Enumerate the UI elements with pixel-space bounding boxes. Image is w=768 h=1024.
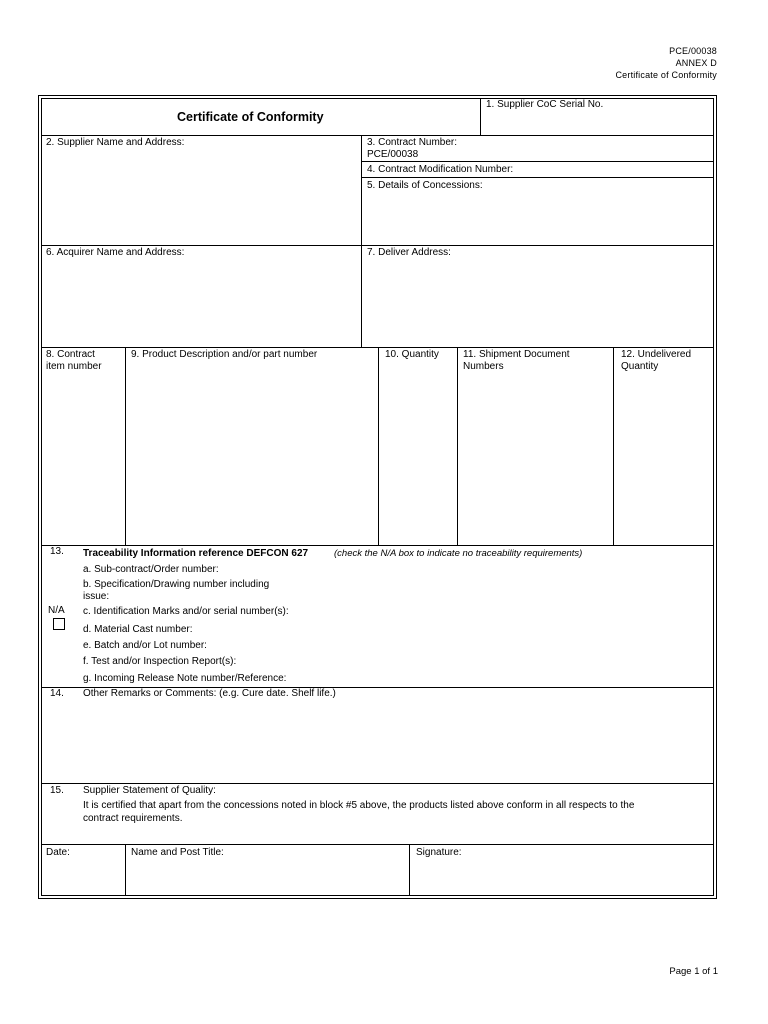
doc-title-header: Certificate of Conformity xyxy=(615,70,717,80)
rule-row6 xyxy=(41,783,714,784)
col-shipment-document-l1: 11. Shipment Document xyxy=(463,349,570,360)
field-details-of-concessions[interactable]: 5. Details of Concessions: xyxy=(367,180,483,191)
rule-v-c1 xyxy=(125,347,126,545)
quality-statement-text-1: It is certified that apart from the concessions noted in block #5 above, the products listed above conform in all respects to the xyxy=(83,800,635,811)
contract-number-value[interactable]: PCE/00038 xyxy=(367,149,419,160)
trace-item-a[interactable]: a. Sub-contract/Order number: xyxy=(83,564,219,575)
field-contract-modification-number[interactable]: 4. Contract Modification Number: xyxy=(367,164,514,175)
field-deliver-address[interactable]: 7. Deliver Address: xyxy=(367,247,451,258)
rule-f3 xyxy=(361,161,714,162)
form-title: Certificate of Conformity xyxy=(177,110,324,124)
quality-statement-title: Supplier Statement of Quality: xyxy=(83,785,216,796)
rule-v-sig1 xyxy=(125,844,126,895)
trace-item-b[interactable]: b. Specification/Drawing number including xyxy=(83,579,270,590)
rule-v-c3 xyxy=(457,347,458,545)
col-quantity: 10. Quantity xyxy=(385,349,439,360)
rule-row4 xyxy=(41,545,714,546)
doc-reference: PCE/00038 xyxy=(669,46,717,56)
na-label: N/A xyxy=(48,605,65,616)
rule-f4 xyxy=(361,177,714,178)
rule-row1 xyxy=(41,135,714,136)
section-13-number: 13. xyxy=(50,546,64,557)
trace-item-c[interactable]: c. Identification Marks and/or serial number(s): xyxy=(83,606,289,617)
trace-item-g[interactable]: g. Incoming Release Note number/Reference: xyxy=(83,673,287,684)
field-supplier-name-address[interactable]: 2. Supplier Name and Address: xyxy=(46,137,185,148)
section-15-number: 15. xyxy=(50,785,64,796)
rule-v-sig2 xyxy=(409,844,410,895)
traceability-note: (check the N/A box to indicate no traceability requirements) xyxy=(334,548,583,559)
traceability-title: Traceability Information reference DEFCON 627 xyxy=(83,548,309,559)
rule-row2 xyxy=(41,245,714,246)
field-name-post-title[interactable]: Name and Post Title: xyxy=(131,847,224,858)
quality-statement-text-2: contract requirements. xyxy=(83,813,183,824)
field-date[interactable]: Date: xyxy=(46,847,70,858)
rule-row7 xyxy=(41,844,714,845)
col-undelivered-quantity-l1: 12. Undelivered xyxy=(621,349,692,360)
col-product-description: 9. Product Description and/or part number xyxy=(131,349,318,360)
rule-v-mid xyxy=(361,135,362,347)
field-acquirer-name-address[interactable]: 6. Acquirer Name and Address: xyxy=(46,247,185,258)
annex-label: ANNEX D xyxy=(675,58,717,68)
rule-v-c2 xyxy=(378,347,379,545)
section-14-number: 14. xyxy=(50,688,64,699)
field-signature[interactable]: Signature: xyxy=(416,847,462,858)
col-shipment-document-l2: Numbers xyxy=(463,361,504,372)
col-contract-item-number-l1: 8. Contract xyxy=(46,349,95,360)
trace-item-b-cont: issue: xyxy=(83,591,110,602)
field-contract-number: 3. Contract Number: xyxy=(367,137,458,148)
field-supplier-coc-serial[interactable]: 1. Supplier CoC Serial No. xyxy=(486,99,604,110)
na-checkbox[interactable] xyxy=(53,618,65,630)
trace-item-d[interactable]: d. Material Cast number: xyxy=(83,624,193,635)
rule-v-c4 xyxy=(613,347,614,545)
trace-item-f[interactable]: f. Test and/or Inspection Report(s): xyxy=(83,656,237,667)
field-other-remarks[interactable]: Other Remarks or Comments: (e.g. Cure date. Shelf life.) xyxy=(83,688,336,699)
col-contract-item-number-l2: item number xyxy=(46,361,102,372)
col-undelivered-quantity-l2: Quantity xyxy=(621,361,659,372)
page-number: Page 1 of 1 xyxy=(669,966,718,977)
trace-item-e[interactable]: e. Batch and/or Lot number: xyxy=(83,640,207,651)
rule-v-f1 xyxy=(480,98,481,135)
